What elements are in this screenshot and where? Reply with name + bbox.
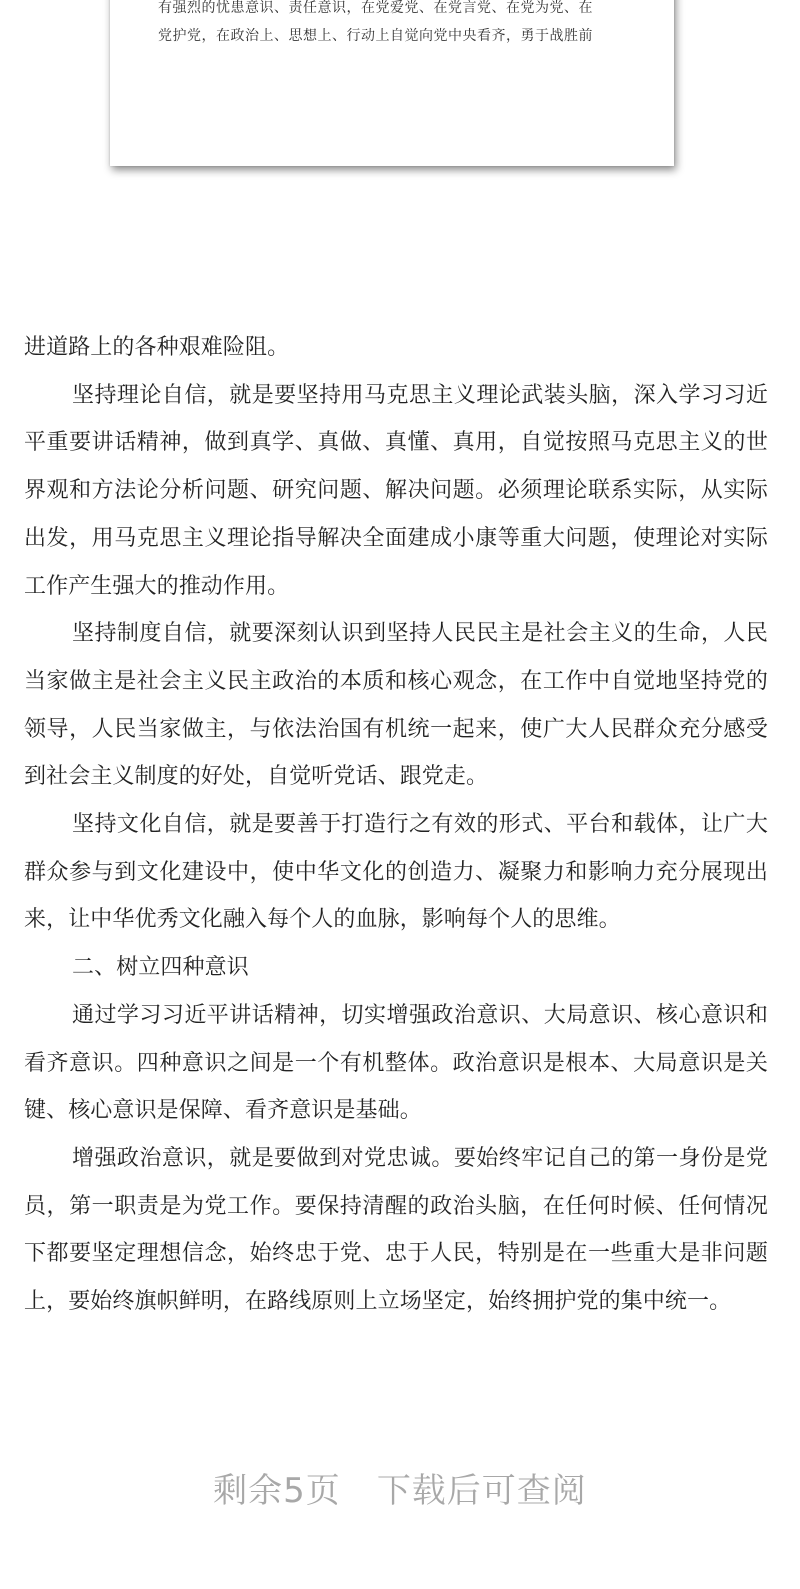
document-preview-page: [110, 0, 674, 166]
paragraph-four-awareness: 通过学习习近平讲话精神，切实增强政治意识、大局意识、核心意识和看齐意识。四种意识之间是一个有机整体。政治意识是根本、大局意识是关键、核心意识是保障、看齐意识是基础。: [24, 1002, 768, 1124]
preview-line: 有强烈的忧患意识、责任意识，在党爱党、在党言党、在党为党、在: [158, 0, 593, 16]
download-to-view-label[interactable]: 下载后可查阅: [376, 1471, 587, 1511]
paragraph-system-confidence: 坚持制度自信，就要深刻认识到坚持人民民主是社会主义的生命，人民当家做主是社会主义民主政治的本质和核心观念，在工作中自觉地坚持党的领导，人民当家做主，与依法治国有机统一起来，使广大人民群众充分感受到社会主义制度的好处，自觉听党话、跟党走。: [24, 621, 768, 790]
paragraph-continuation: 进道路上的各种艰难险阻。: [24, 335, 290, 360]
download-prompt[interactable]: [0, 1466, 800, 1516]
document-body: [24, 324, 768, 1326]
paragraph-theory-confidence: 坚持理论自信，就是要坚持用马克思主义理论武装头脑，深入学习习近平重要讲话精神，做到真学、真做、真懂、真用，自觉按照马克思主义的世界观和方法论分析问题、研究问题、解决问题。必须理论联系实际，从实际出发，用马克思主义理论指导解决全面建成小康等重大问题，使理论对实际工作产生强大的推动作用。: [24, 382, 768, 599]
preview-line: 党护党，在政治上、思想上、行动上自觉向党中央看齐，勇于战胜前: [158, 28, 593, 44]
paragraph-culture-confidence: 坚持文化自信，就是要善于打造行之有效的形式、平台和载体，让广大群众参与到文化建设中，使中华文化的创造力、凝聚力和影响力充分展现出来，让中华优秀文化融入每个人的血脉，影响每个人的思维。: [24, 812, 768, 933]
paragraph-political-awareness: 增强政治意识，就是要做到对党忠诚。要始终牢记自己的第一身份是党员，第一职责是为党工作。要保持清醒的政治头脑，在任何时候、任何情况下都要坚定理想信念，始终忠于党、忠于人民，特别是在一些重大是非问题上，要始终旗帜鲜明，在路线原则上立场坚定，始终拥护党的集中统一。: [24, 1145, 768, 1315]
section-heading: 二、树立四种意识: [72, 955, 249, 981]
remaining-pages-label: 剩余5页: [213, 1471, 341, 1511]
